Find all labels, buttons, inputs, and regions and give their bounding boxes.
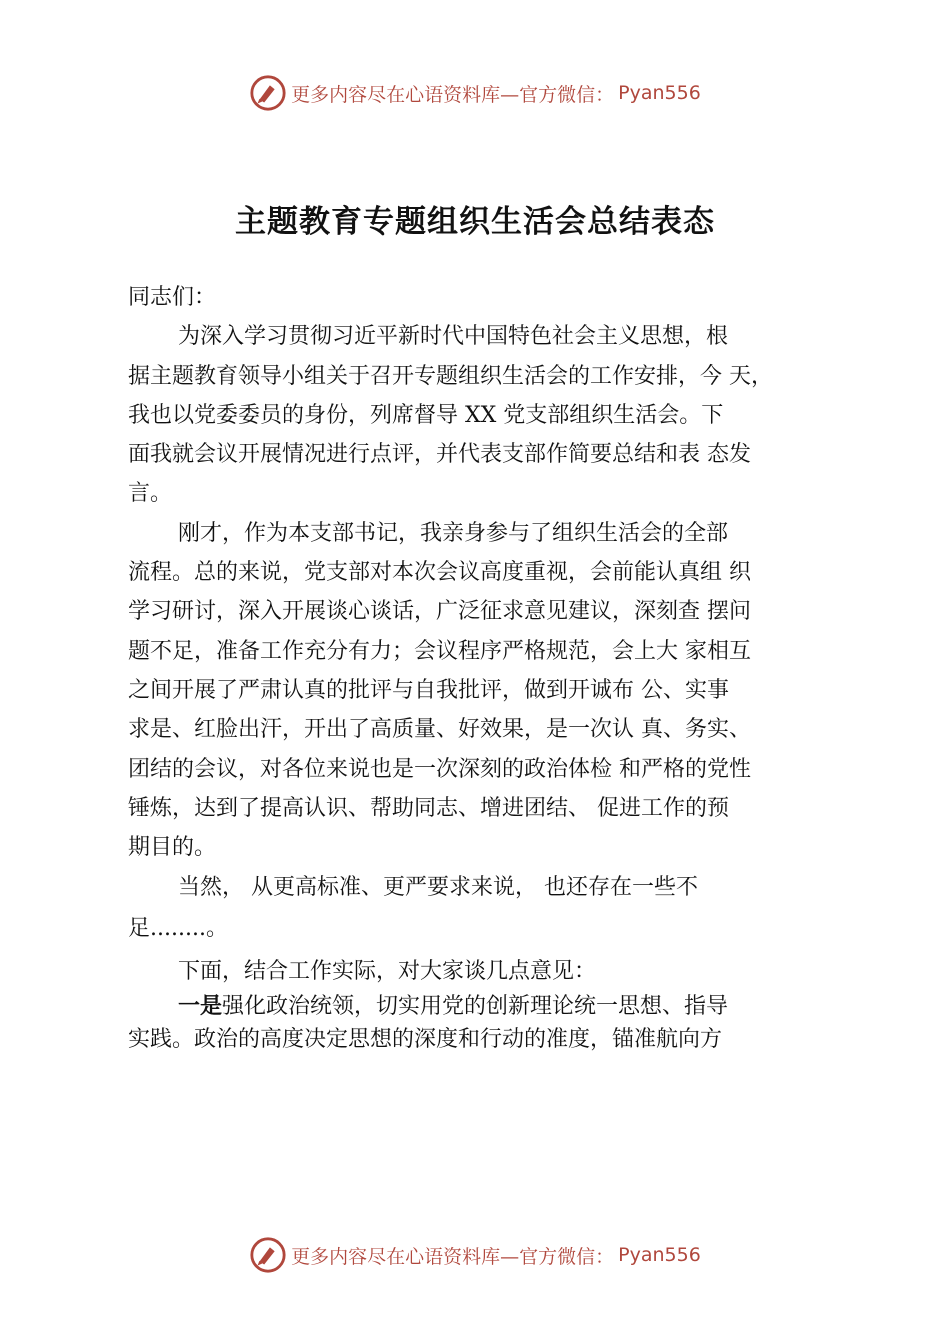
paragraph-1-line: 据主题教育领导小组关于召开专题组织生活会的工作安排，今 天， xyxy=(128,364,773,389)
paragraph-5-line xyxy=(178,992,728,1022)
paragraph-3-line: 当然， 从更高标准、更严要求来说， 也还存在一些不 xyxy=(178,875,698,900)
paragraph-5-line: 实践。政治的高度决定思想的深度和行动的准度，锚准航向方 xyxy=(128,1027,723,1052)
watermark-text: 更多内容尽在心语资料库—官方微信： xyxy=(291,83,615,106)
paragraph-5-text: 强化政治统领，切实用党的创新理论统一思想、指导 xyxy=(222,994,729,1019)
paragraph-1-line: 我也以党委委员的身份，列席督导 XX 党支部组织生活会。下 xyxy=(128,403,724,428)
paragraph-2-line: 学习研讨，深入开展谈心谈话，广泛征求意见建议，深刻查 摆问 xyxy=(128,599,751,624)
watermark-text: 更多内容尽在心语资料库—官方微信： xyxy=(291,1245,615,1268)
paragraph-2-line: 期目的。 xyxy=(128,835,217,860)
paragraph-1-line: 言。 xyxy=(128,481,173,506)
watermark-logo-icon xyxy=(249,74,287,112)
paragraph-1-line: 面我就会议开展情况进行点评，并代表支部作简要总结和表 态发 xyxy=(128,442,751,467)
salutation: 同志们： xyxy=(128,285,217,310)
paragraph-2-line: 之间开展了严肃认真的批评与自我批评，做到开诚布 公、实事 xyxy=(128,678,729,703)
paragraph-3-line: 足........。 xyxy=(128,916,228,941)
bold-lead: 一是 xyxy=(178,994,223,1019)
watermark-wechat-id: Pyan556 xyxy=(618,82,701,104)
paragraph-4-line: 下面，结合工作实际，对大家谈几点意见： xyxy=(178,959,597,984)
watermark-footer xyxy=(0,1236,950,1274)
paragraph-1-line: 为深入学习贯彻习近平新时代中国特色社会主义思想，根 xyxy=(178,324,729,349)
paragraph-2-line: 流程。总的来说，党支部对本次会议高度重视，会前能认真组 织 xyxy=(128,560,751,585)
watermark-header xyxy=(0,74,950,112)
watermark-logo-icon xyxy=(249,1236,287,1274)
paragraph-2-line: 锤炼，达到了提高认识、帮助同志、增进团结、 促进工作的预 xyxy=(128,796,729,821)
paragraph-2-line: 题不足，准备工作充分有力；会议程序严格规范，会上大 家相互 xyxy=(128,639,751,664)
paragraph-2-line: 求是、红脸出汗，开出了高质量、好效果，是一次认 真、务实、 xyxy=(128,717,751,742)
document-title: 主题教育专题组织生活会总结表态 xyxy=(235,204,715,240)
paragraph-2-line: 团结的会议，对各位来说也是一次深刻的政治体检 和严格的党性 xyxy=(128,757,751,782)
paragraph-2-line: 刚才，作为本支部书记，我亲身参与了组织生活会的全部 xyxy=(178,521,729,546)
watermark-wechat-id: Pyan556 xyxy=(618,1244,701,1266)
